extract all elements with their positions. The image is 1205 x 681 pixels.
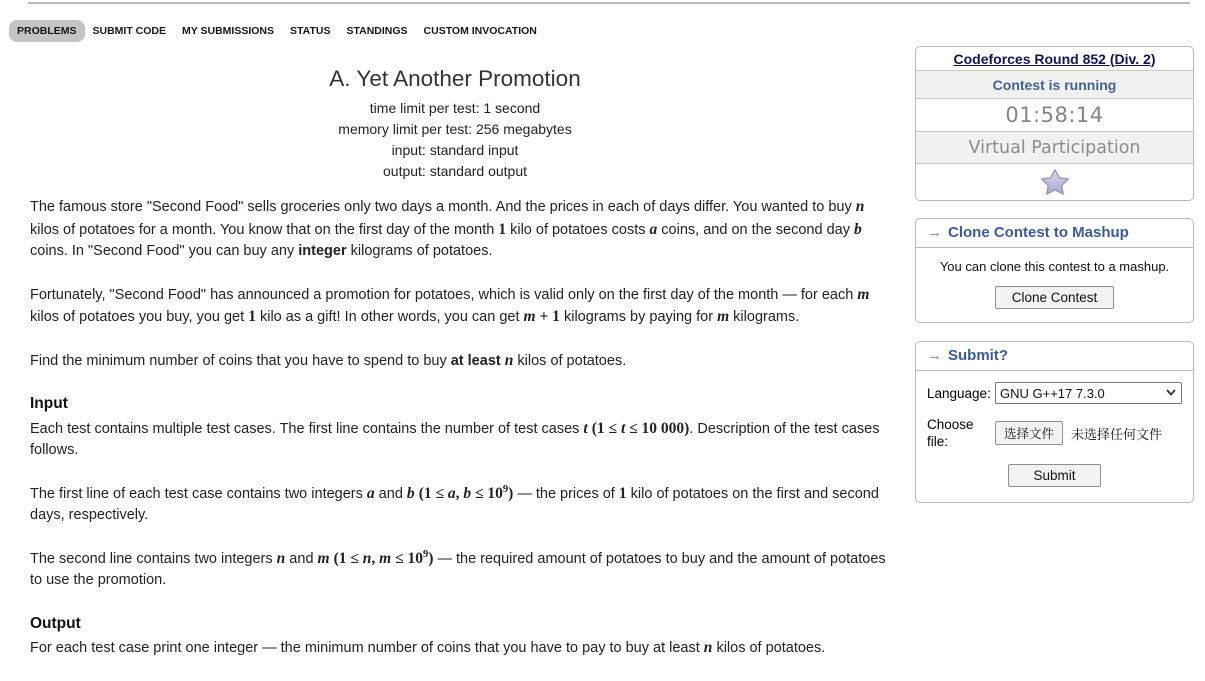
math-variable: n — [703, 639, 713, 656]
math-variable: t — [620, 419, 626, 437]
statement-paragraph — [30, 637, 895, 660]
math-text: + 1 — [535, 308, 560, 325]
text: Each test contains multiple test cases. The first line contains the number of test cases — [30, 420, 584, 437]
text: kilos of potatoes. — [712, 640, 826, 656]
choose-file-row — [927, 416, 1182, 450]
contest-mode: Virtual Participation — [916, 132, 1193, 164]
math-variable: a — [649, 220, 658, 238]
math-text: 1 — [498, 220, 507, 238]
math-text: (1 ≤ — [591, 419, 621, 437]
clone-contest-button[interactable]: Clone Contest — [995, 286, 1115, 309]
math-superscript: 9 — [502, 483, 509, 495]
text: kilos of potatoes for a month. You know that on the first day of the month — [30, 221, 499, 238]
statement-paragraph — [30, 196, 895, 263]
submit-box — [915, 341, 1194, 503]
limit-line: time limit per test: 1 second — [369, 100, 541, 116]
clone-header-label: Clone Contest to Mashup — [948, 224, 1129, 241]
clone-box — [915, 218, 1194, 323]
star-icon[interactable] — [1040, 168, 1070, 196]
language-label: Language: — [927, 385, 991, 401]
contest-status: Contest is running — [916, 71, 1193, 99]
arrow-icon: → — [927, 224, 942, 241]
submit-button[interactable]: Submit — [1008, 464, 1100, 487]
math-variable: n — [276, 549, 286, 567]
text: and — [374, 485, 407, 502]
statement-paragraph — [30, 350, 895, 373]
math-text: ≤ 10 — [391, 549, 423, 567]
language-select-wrap — [995, 382, 1182, 404]
problem-title: A. Yet Another Promotion — [329, 66, 581, 91]
math-variable: b — [853, 220, 862, 238]
math-variable: m — [523, 308, 536, 325]
math-text: ) — [508, 484, 514, 502]
limits — [13, 98, 897, 182]
math-variable: m — [857, 285, 870, 303]
text: and — [285, 550, 318, 567]
star-row — [916, 164, 1193, 200]
language-row — [927, 382, 1182, 404]
submit-header-label: Submit? — [948, 347, 1008, 364]
tab-problems[interactable]: PROBLEMS — [9, 20, 85, 42]
text: kilos of potatoes you buy, you get — [30, 309, 249, 325]
language-select[interactable] — [995, 382, 1182, 404]
top-divider — [28, 2, 1190, 4]
text: coins, and on the second day — [657, 221, 854, 238]
math-text: ≤ 10 000) — [625, 419, 690, 437]
math-text: 1 — [618, 484, 627, 502]
math-variable: m — [317, 549, 330, 567]
clone-box-header — [916, 219, 1193, 248]
contest-timer: 01:58:14 — [916, 99, 1193, 132]
text: Fortunately, "Second Food" has announced a promotion for potatoes, which is valid only on the first day of the month — for each — [30, 286, 858, 303]
file-status-text: 未选择任何文件 — [1071, 426, 1163, 442]
text: The second line contains two integers — [30, 550, 277, 567]
contest-link[interactable]: Codeforces Round 852 (Div. 2) — [953, 50, 1156, 67]
text: kilo as a gift! In other words, you can get — [255, 309, 524, 325]
text: kilograms by paying for — [559, 309, 718, 325]
clone-box-body — [916, 248, 1193, 322]
text: The famous store "Second Food" sells groceries only two days a month. And the prices in each of days differ. You wanted to buy — [30, 199, 856, 215]
limit-line: input: standard input — [391, 142, 519, 158]
tab-custom-invocation[interactable]: CUSTOM INVOCATION — [423, 25, 537, 37]
math-variable: t — [583, 419, 588, 437]
math-variable: n — [362, 549, 372, 567]
tab-submit-code[interactable]: SUBMIT CODE — [92, 25, 167, 37]
math-variable: m — [379, 549, 392, 567]
limit-line: output: standard output — [383, 163, 527, 179]
file-control — [995, 421, 1162, 445]
math-text: ) — [428, 549, 434, 567]
submit-row — [927, 462, 1182, 487]
text: — the required amount of potatoes to buy and the amount of potatoes to use the promotion. — [30, 550, 886, 588]
problem-statement-area — [13, 56, 897, 681]
math-variable: n — [855, 198, 865, 215]
math-text: ≤ 10 — [471, 484, 503, 502]
text: Find the minimum number of coins that you have to spend to buy — [30, 352, 451, 369]
tab-bar — [9, 20, 545, 42]
file-choose-button[interactable]: 选择文件 — [995, 421, 1063, 445]
text: — the prices of — [513, 485, 619, 502]
text: The first line of each test case contains two integers — [30, 485, 367, 502]
clone-text: You can clone this contest to a mashup. — [939, 259, 1170, 274]
text: kilograms. — [729, 309, 800, 325]
bold-text: at least — [450, 352, 501, 369]
statement-paragraph — [30, 483, 895, 527]
tab-standings[interactable]: STANDINGS — [346, 25, 408, 37]
section-title: Input — [30, 395, 68, 412]
statement-paragraph — [30, 548, 895, 592]
math-variable: a — [366, 484, 375, 502]
choose-file-label: Choose file: — [927, 417, 974, 449]
limit-line: memory limit per test: 256 megabytes — [338, 121, 572, 137]
statement-paragraph — [30, 418, 895, 462]
section-title: Output — [30, 614, 81, 632]
text: kilo of potatoes on the first and second days, respectively. — [30, 485, 879, 523]
tab-status[interactable]: STATUS — [290, 25, 331, 37]
tab-my-submissions[interactable]: MY SUBMISSIONS — [182, 25, 275, 37]
text: For each test case print one integer — the minimum number of coins that you have to pay to buy at least — [30, 640, 704, 656]
math-variable: b — [406, 484, 415, 502]
arrow-icon: → — [927, 347, 942, 364]
statement — [13, 196, 895, 660]
math-text: (1 ≤ — [333, 549, 363, 567]
contest-box — [915, 46, 1194, 201]
text: . Description of the test cases follows. — [30, 420, 880, 458]
submit-box-body — [916, 371, 1193, 502]
text: kilos of potatoes. — [513, 352, 627, 369]
math-variable: n — [504, 351, 514, 369]
math-superscript: 9 — [423, 548, 429, 560]
math-text: , — [455, 484, 464, 502]
text: kilo of potatoes costs — [506, 221, 650, 238]
math-text: 1 — [248, 308, 256, 325]
bold-text: integer — [298, 243, 347, 259]
math-variable: a — [447, 484, 456, 502]
text: coins. In "Second Food" you can buy any — [30, 243, 299, 259]
contest-title-row — [916, 47, 1193, 71]
math-text: , — [371, 549, 380, 567]
math-text: (1 ≤ — [418, 484, 448, 502]
math-variable: m — [717, 308, 730, 325]
submit-box-header — [916, 342, 1193, 371]
math-variable: b — [463, 484, 472, 502]
statement-paragraph — [30, 284, 895, 329]
text: kilograms of potatoes. — [346, 243, 493, 259]
